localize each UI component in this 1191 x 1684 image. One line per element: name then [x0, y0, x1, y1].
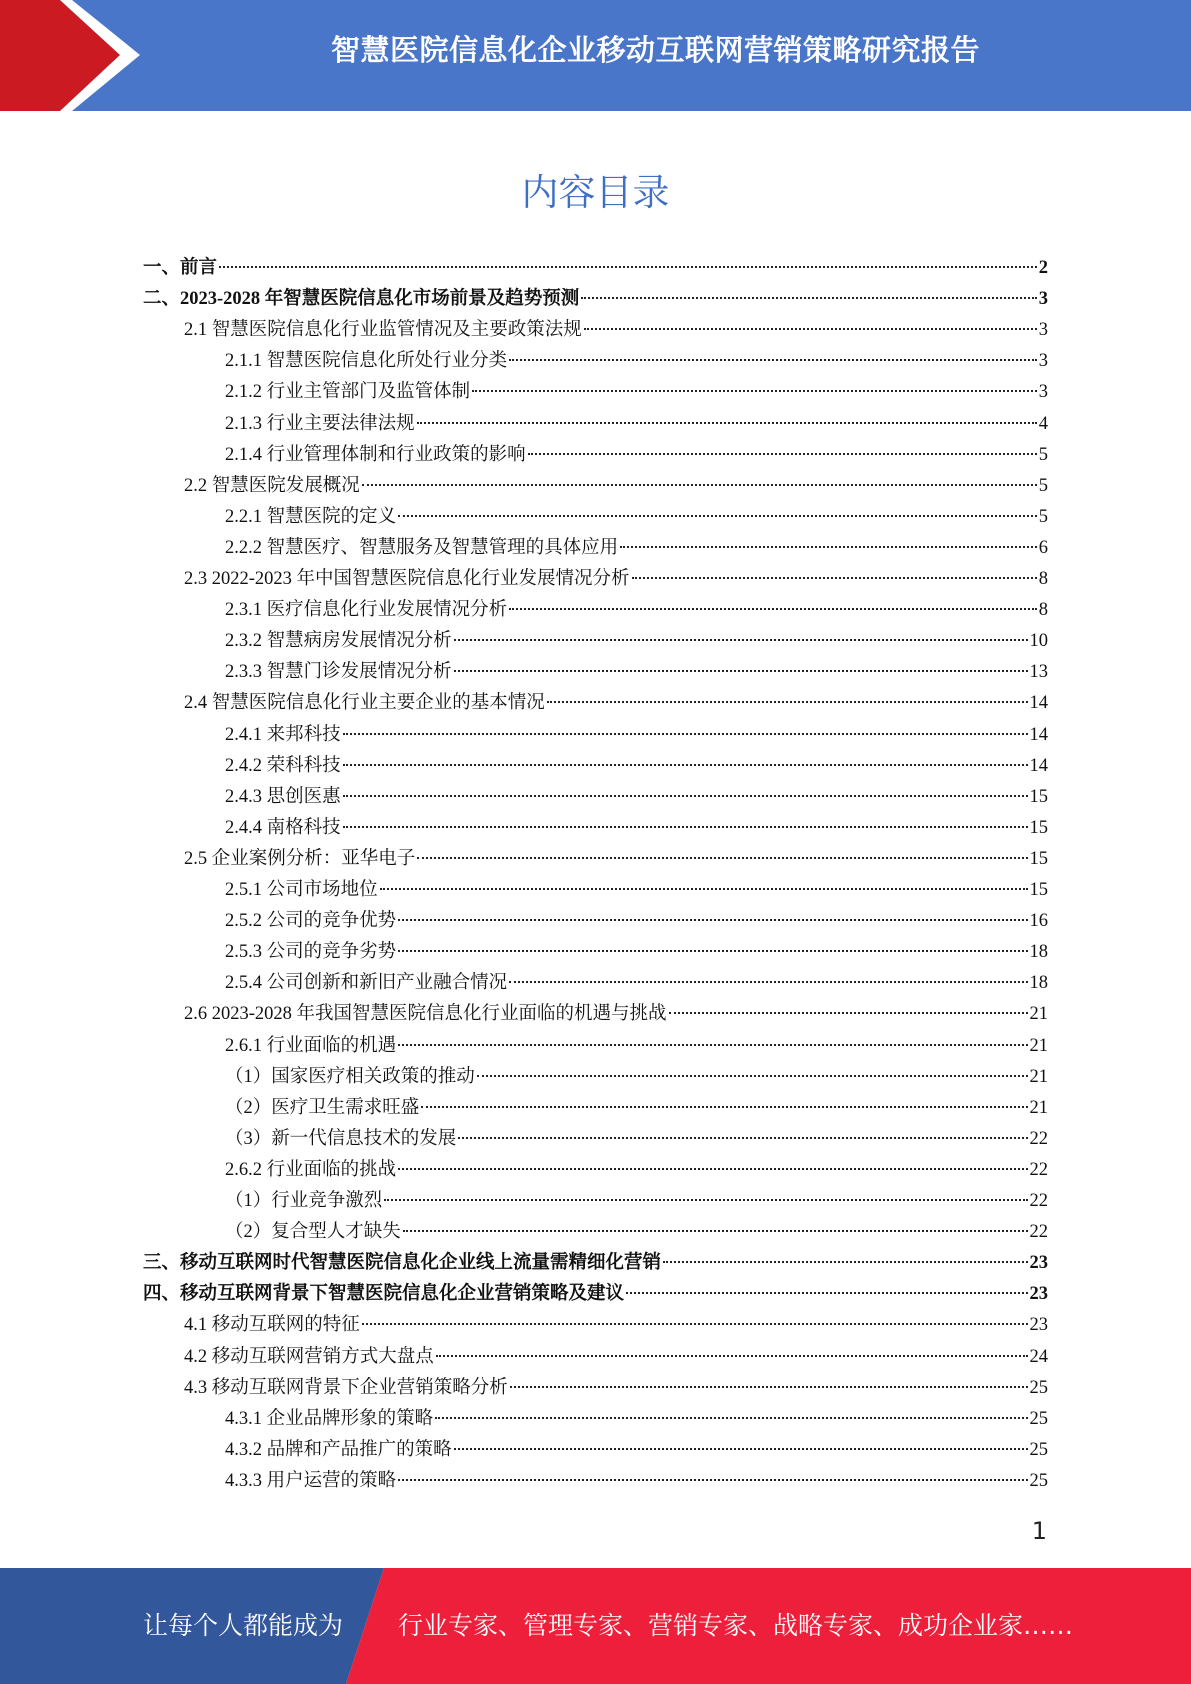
toc-entry-page: 25: [1029, 1408, 1048, 1429]
toc-entry[interactable]: [225, 377, 1048, 408]
toc-entry-label: 2.6 2023-2028 年我国智慧医院信息化行业面临的机遇与挑战: [184, 1004, 667, 1025]
toc-entry-page: 15: [1029, 848, 1048, 869]
toc-dot-leader: [398, 1168, 1027, 1170]
toc-entry-label: 2.4 智慧医院信息化行业主要企业的基本情况: [184, 693, 545, 714]
toc-entry-page: 21: [1029, 1097, 1048, 1118]
toc-entry[interactable]: [225, 1404, 1048, 1435]
toc-entry[interactable]: [143, 253, 1048, 284]
toc-entry[interactable]: [225, 626, 1048, 657]
toc-entry-label: 2.1.2 行业主管部门及监管体制: [225, 382, 471, 403]
header-banner: [0, 0, 1191, 111]
toc-entry[interactable]: [225, 1155, 1048, 1186]
toc-entry[interactable]: [184, 1310, 1048, 1341]
toc-entry[interactable]: [225, 1093, 1048, 1124]
toc-entry-page: 10: [1029, 631, 1048, 652]
toc-entry[interactable]: [225, 1186, 1048, 1217]
toc-entry-page: 18: [1029, 973, 1048, 994]
toc-dot-leader: [436, 1355, 1028, 1357]
toc-entry-label: 2.1.1 智慧医院信息化所处行业分类: [225, 351, 508, 372]
toc-entry-label: （1）国家医疗相关政策的推动: [225, 1066, 475, 1087]
toc-dot-leader: [472, 390, 1037, 392]
toc-dot-leader: [435, 1417, 1027, 1419]
toc-entry-page: 3: [1038, 351, 1048, 372]
toc-entry-page: 4: [1038, 413, 1048, 434]
toc-dot-leader: [398, 515, 1037, 517]
toc-dot-leader: [547, 701, 1028, 703]
footer-slogan-right: 行业专家、管理专家、营销专家、战略专家、成功企业家……: [398, 1611, 1074, 1640]
toc-entry[interactable]: [225, 937, 1048, 968]
toc-entry-label: （1）行业竞争激烈: [225, 1191, 383, 1211]
toc-entry-label: 2.1.4 行业管理体制和行业政策的影响: [225, 444, 526, 465]
toc-entry[interactable]: [225, 813, 1048, 844]
toc-entry-label: 2.1.3 行业主要法律法规: [225, 413, 415, 434]
toc-entry[interactable]: [225, 346, 1048, 377]
toc-entry-label: （2）复合型人才缺失: [225, 1222, 401, 1243]
toc-entry[interactable]: [225, 1435, 1048, 1466]
toc-entry-label: 2.4.4 南格科技: [225, 817, 341, 838]
toc-dot-leader: [398, 919, 1027, 921]
toc-entry-label: 2.4.2 荣科科技: [225, 755, 341, 776]
toc-dot-leader: [663, 1261, 1027, 1263]
toc-entry-label: 2.2.1 智慧医院的定义: [225, 506, 397, 527]
toc-dot-leader: [477, 1075, 1028, 1077]
toc-entry-page: 15: [1029, 786, 1048, 807]
toc-entry[interactable]: [184, 688, 1048, 719]
toc-entry-page: 3: [1038, 289, 1048, 310]
toc-dot-leader: [581, 297, 1036, 299]
toc-entry-page: 22: [1029, 1128, 1048, 1149]
toc-entry-page: 15: [1029, 817, 1048, 838]
toc-dot-leader: [380, 888, 1028, 890]
toc-dot-leader: [362, 1323, 1028, 1325]
toc-entry[interactable]: [225, 657, 1048, 688]
toc-entry-label: 2.4.1 来邦科技: [225, 724, 341, 745]
toc-entry-page: 23: [1029, 1284, 1048, 1305]
toc-entry-label: 2.2.2 智慧医疗、智慧服务及智慧管理的具体应用: [225, 537, 619, 558]
toc-entry[interactable]: [225, 1124, 1048, 1155]
toc-entry[interactable]: [184, 1342, 1048, 1373]
toc-entry[interactable]: [225, 1062, 1048, 1093]
toc-entry-label: 2.3 2022-2023 年中国智慧医院信息化行业发展情况分析: [184, 569, 630, 589]
toc-entry-label: 2.6.1 行业面临的机遇: [225, 1035, 397, 1056]
toc-entry-label: 4.2 移动互联网营销方式大盘点: [184, 1346, 434, 1367]
toc-dot-leader: [458, 1137, 1027, 1139]
toc-entry[interactable]: [225, 502, 1048, 533]
toc-entry-label: 2.5 企业案例分析：亚华电子: [184, 848, 416, 869]
toc-entry[interactable]: [225, 409, 1048, 440]
toc-entry[interactable]: [225, 875, 1048, 906]
toc-entry-page: 14: [1029, 755, 1048, 776]
toc-entry[interactable]: [143, 284, 1048, 315]
toc-dot-leader: [398, 1044, 1027, 1046]
toc-dot-leader: [343, 733, 1028, 735]
toc-entry-page: 14: [1029, 724, 1048, 745]
toc-dot-leader: [362, 484, 1037, 486]
toc-entry-label: （3）新一代信息技术的发展: [225, 1128, 457, 1149]
toc-entry-page: 2: [1038, 258, 1048, 278]
toc-entry[interactable]: [225, 1031, 1048, 1062]
toc-entry[interactable]: [225, 720, 1048, 751]
toc-entry-label: 4.3 移动互联网背景下企业营销策略分析: [184, 1377, 508, 1398]
toc-entry[interactable]: [184, 471, 1048, 502]
toc-dot-leader: [417, 857, 1027, 859]
toc-entry-label: 4.1 移动互联网的特征: [184, 1315, 360, 1336]
toc-entry-label: 2.5.3 公司的竞争劣势: [225, 942, 397, 963]
toc-entry-page: 22: [1029, 1222, 1048, 1243]
toc-entry-page: 3: [1038, 382, 1048, 403]
toc-entry-page: 23: [1029, 1315, 1048, 1336]
toc-entry-page: 21: [1029, 1066, 1048, 1087]
toc-dot-leader: [421, 1106, 1027, 1108]
toc-entry-page: 15: [1029, 880, 1048, 900]
toc-dot-leader: [343, 826, 1028, 828]
header-arrow-decoration: [0, 0, 160, 111]
toc-entry-label: 2.4.3 思创医惠: [225, 786, 341, 807]
toc-entry[interactable]: [143, 1248, 1048, 1279]
footer-slogan-left: 让每个人都能成为: [143, 1611, 344, 1640]
toc-entry-label: 4.3.2 品牌和产品推广的策略: [225, 1439, 452, 1460]
toc-dot-leader: [632, 577, 1037, 579]
toc-dot-leader: [454, 1448, 1028, 1450]
toc-entry-label: 2.2 智慧医院发展概况: [184, 475, 360, 496]
toc-entry-page: 5: [1038, 506, 1048, 527]
toc-dot-leader: [528, 453, 1037, 455]
toc-dot-leader: [509, 608, 1037, 610]
toc-entry-page: 5: [1038, 444, 1048, 465]
toc-entry-page: 14: [1029, 693, 1048, 714]
footer-banner: [0, 1568, 1191, 1684]
toc-entry-label: 2.6.2 行业面临的挑战: [225, 1159, 397, 1180]
toc-entry-page: 24: [1029, 1346, 1048, 1367]
toc-entry-label: 2.5.1 公司市场地位: [225, 880, 378, 900]
toc-dot-leader: [454, 670, 1028, 672]
toc-entry-page: 25: [1029, 1377, 1048, 1398]
toc-entry-page: 18: [1029, 942, 1048, 963]
toc-entry[interactable]: [184, 844, 1048, 875]
toc-entry[interactable]: [225, 595, 1048, 626]
toc-entry[interactable]: [225, 533, 1048, 564]
toc-dot-leader: [384, 1199, 1027, 1201]
toc-entry-page: 5: [1038, 475, 1048, 496]
toc-entry-page: 3: [1038, 320, 1048, 341]
toc-entry-page: 6: [1038, 537, 1048, 558]
toc-dot-leader: [343, 764, 1028, 766]
toc-entry-label: 2.3.2 智慧病房发展情况分析: [225, 631, 452, 652]
toc-entry[interactable]: [184, 564, 1048, 595]
toc-entry[interactable]: [225, 968, 1048, 999]
toc-entry-page: 16: [1029, 911, 1048, 932]
toc-heading: 内容目录: [521, 171, 670, 214]
toc-dot-leader: [398, 1479, 1027, 1481]
toc-entry-page: 8: [1038, 600, 1048, 621]
toc-entry[interactable]: [225, 1466, 1048, 1497]
toc-dot-leader: [454, 639, 1028, 641]
toc-entry-page: 25: [1029, 1439, 1048, 1460]
report-title: 智慧医院信息化企业移动互联网营销策略研究报告: [330, 33, 980, 67]
toc-entry[interactable]: [225, 751, 1048, 782]
toc-entry-page: 8: [1038, 569, 1048, 589]
toc-entry-page: 22: [1029, 1159, 1048, 1180]
page-number: 1: [1031, 1517, 1047, 1545]
toc-entry-page: 25: [1029, 1470, 1048, 1491]
toc-entry[interactable]: [184, 315, 1048, 346]
toc-dot-leader: [343, 795, 1028, 797]
toc-dot-leader: [584, 328, 1037, 330]
toc-dot-leader: [509, 981, 1027, 983]
toc-entry-page: 21: [1029, 1035, 1048, 1056]
toc-entry[interactable]: [225, 1217, 1048, 1248]
toc-entry-label: 2.5.4 公司创新和新旧产业融合情况: [225, 973, 508, 994]
toc-entry-page: 21: [1029, 1004, 1048, 1025]
toc-entry-label: 2.5.2 公司的竞争优势: [225, 911, 397, 932]
toc-entry-page: 22: [1029, 1191, 1048, 1211]
toc-entry-label: 四、移动互联网背景下智慧医院信息化企业营销策略及建议: [143, 1284, 625, 1305]
toc-dot-leader: [403, 1230, 1028, 1232]
toc-dot-leader: [417, 422, 1037, 424]
toc-entry-label: 2.3.3 智慧门诊发展情况分析: [225, 662, 452, 683]
toc-entry[interactable]: [184, 999, 1048, 1030]
toc-entry-label: 2.3.1 医疗信息化行业发展情况分析: [225, 600, 508, 621]
toc-entry-label: （2）医疗卫生需求旺盛: [225, 1097, 420, 1118]
toc-entry[interactable]: [225, 782, 1048, 813]
toc-entry-page: 13: [1029, 662, 1048, 683]
toc-entry-label: 4.3.1 企业品牌形象的策略: [225, 1408, 434, 1429]
toc-dot-leader: [509, 359, 1037, 361]
toc-dot-leader: [219, 266, 1037, 268]
toc-entry-label: 三、移动互联网时代智慧医院信息化企业线上流量需精细化营销: [143, 1253, 662, 1274]
toc-dot-leader: [510, 1386, 1028, 1388]
toc-dot-leader: [626, 1292, 1027, 1294]
toc-dot-leader: [620, 546, 1037, 548]
toc-entry-label: 一、前言: [143, 258, 218, 278]
toc-entry[interactable]: [225, 440, 1048, 471]
toc-entry-label: 二、2023-2028 年智慧医院信息化市场前景及趋势预测: [143, 289, 580, 310]
toc-entry[interactable]: [184, 1373, 1048, 1404]
toc-entry-label: 4.3.3 用户运营的策略: [225, 1470, 397, 1491]
toc-entry-page: 23: [1029, 1253, 1048, 1274]
toc-entry[interactable]: [143, 1279, 1048, 1310]
toc-entry-label: 2.1 智慧医院信息化行业监管情况及主要政策法规: [184, 320, 582, 341]
toc-entry[interactable]: [225, 906, 1048, 937]
toc-dot-leader: [398, 950, 1027, 952]
toc-dot-leader: [669, 1012, 1028, 1014]
